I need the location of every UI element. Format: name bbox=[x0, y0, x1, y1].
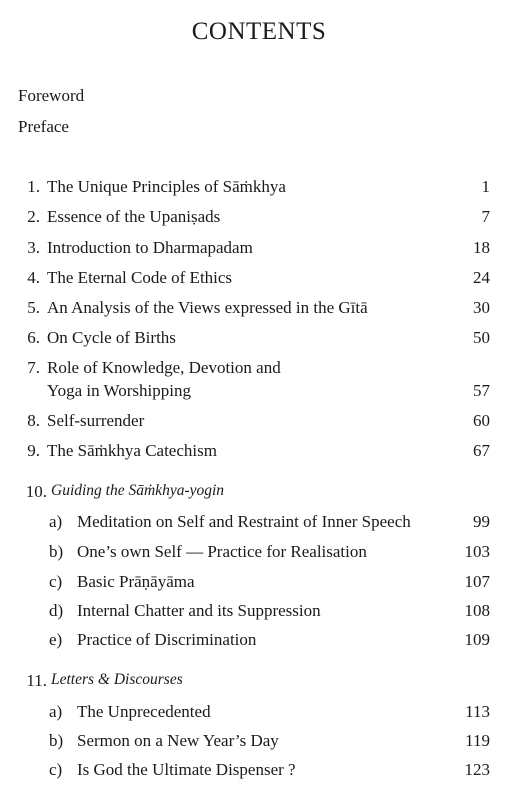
entry-number: 4. bbox=[27, 268, 40, 287]
subentry-title: Meditation on Self and Restraint of Inner Speech bbox=[77, 512, 411, 531]
subentry-title: Basic Prāṇāyāma bbox=[77, 572, 195, 591]
toc-subentry bbox=[0, 702, 518, 726]
entry-page: 7 bbox=[481, 207, 490, 226]
entry-title: The Eternal Code of Ethics bbox=[47, 268, 233, 287]
entry-title: An Analysis of the Views expressed in the Gītā bbox=[47, 298, 368, 317]
toc-entry bbox=[0, 411, 518, 435]
toc-subentry bbox=[0, 542, 518, 566]
entry-number: 9. bbox=[27, 441, 40, 460]
section-title: Guiding the Sāṁkhya-yogin bbox=[51, 482, 225, 499]
toc-entry bbox=[0, 238, 518, 262]
entry-number: 5. bbox=[27, 298, 40, 317]
toc-entry bbox=[0, 358, 518, 406]
subentry-letter: c) bbox=[49, 760, 63, 779]
entry-page: 60 bbox=[473, 411, 490, 430]
subentry-letter: d) bbox=[49, 601, 64, 620]
subentry-letter: a) bbox=[49, 512, 63, 531]
subentry-title: Sermon on a New Year’s Day bbox=[77, 731, 279, 750]
entry-number: 1. bbox=[27, 177, 40, 196]
entry-page: 24 bbox=[473, 268, 490, 287]
entry-page: 67 bbox=[473, 441, 490, 460]
subentry-title: One’s own Self — Practice for Realisation bbox=[77, 542, 367, 561]
toc-subentry bbox=[0, 760, 518, 784]
subentry-letter: a) bbox=[49, 702, 63, 721]
entry-page: 1 bbox=[481, 177, 490, 196]
entry-title: On Cycle of Births bbox=[47, 328, 176, 347]
entry-page: 18 bbox=[473, 238, 490, 257]
toc-subentry bbox=[0, 601, 518, 625]
toc-section-heading bbox=[0, 482, 518, 506]
entry-number: 7. bbox=[27, 358, 40, 377]
subentry-title: Practice of Discrimination bbox=[77, 630, 257, 649]
toc-entry bbox=[0, 177, 518, 201]
entry-number: 6. bbox=[27, 328, 40, 347]
subentry-letter: b) bbox=[49, 731, 64, 750]
toc-entry bbox=[0, 328, 518, 352]
front-matter-preface: Preface bbox=[18, 117, 69, 136]
entry-number: 3. bbox=[27, 238, 40, 257]
entry-title: Self-surrender bbox=[47, 411, 145, 430]
toc-subentry bbox=[0, 630, 518, 654]
entry-page: 123 bbox=[464, 760, 490, 779]
entry-page: 119 bbox=[465, 731, 490, 750]
toc-subentry bbox=[0, 731, 518, 755]
page-title: CONTENTS bbox=[191, 18, 327, 45]
entry-number: 8. bbox=[27, 411, 40, 430]
entry-title: Role of Knowledge, Devotion and bbox=[47, 358, 281, 377]
subentry-title: Internal Chatter and its Suppression bbox=[77, 601, 321, 620]
entry-number: 11. bbox=[26, 671, 47, 690]
entry-title-continued: Yoga in Worshipping bbox=[47, 381, 191, 400]
entry-title: Essence of the Upaniṣads bbox=[47, 207, 221, 226]
entry-page: 99 bbox=[473, 512, 490, 531]
toc-entry bbox=[0, 441, 518, 465]
toc-subentry bbox=[0, 572, 518, 596]
entry-page: 107 bbox=[464, 572, 490, 591]
entry-page: 109 bbox=[464, 630, 490, 649]
entry-page: 57 bbox=[473, 381, 490, 400]
subentry-letter: b) bbox=[49, 542, 64, 561]
entry-page: 113 bbox=[465, 702, 490, 721]
toc-entry bbox=[0, 268, 518, 292]
entry-title: Introduction to Dharmapadam bbox=[47, 238, 253, 257]
entry-page: 30 bbox=[473, 298, 490, 317]
entry-number: 2. bbox=[27, 207, 40, 226]
entry-page: 108 bbox=[464, 601, 490, 620]
section-title: Letters & Discourses bbox=[51, 671, 183, 688]
toc-entry bbox=[0, 298, 518, 322]
entry-page: 50 bbox=[473, 328, 490, 347]
subentry-letter: c) bbox=[49, 572, 63, 591]
front-matter-foreword: Foreword bbox=[18, 86, 85, 105]
entry-title: The Sāṁkhya Catechism bbox=[47, 441, 217, 460]
toc-subentry bbox=[0, 512, 518, 536]
subentry-title: The Unprecedented bbox=[77, 702, 211, 721]
subentry-title: Is God the Ultimate Dispenser ? bbox=[77, 760, 296, 779]
toc-entry bbox=[0, 207, 518, 231]
entry-title: The Unique Principles of Sāṁkhya bbox=[47, 177, 286, 196]
toc-section-heading bbox=[0, 671, 518, 695]
entry-page: 103 bbox=[464, 542, 490, 561]
subentry-letter: e) bbox=[49, 630, 63, 649]
entry-number: 10. bbox=[25, 482, 47, 501]
